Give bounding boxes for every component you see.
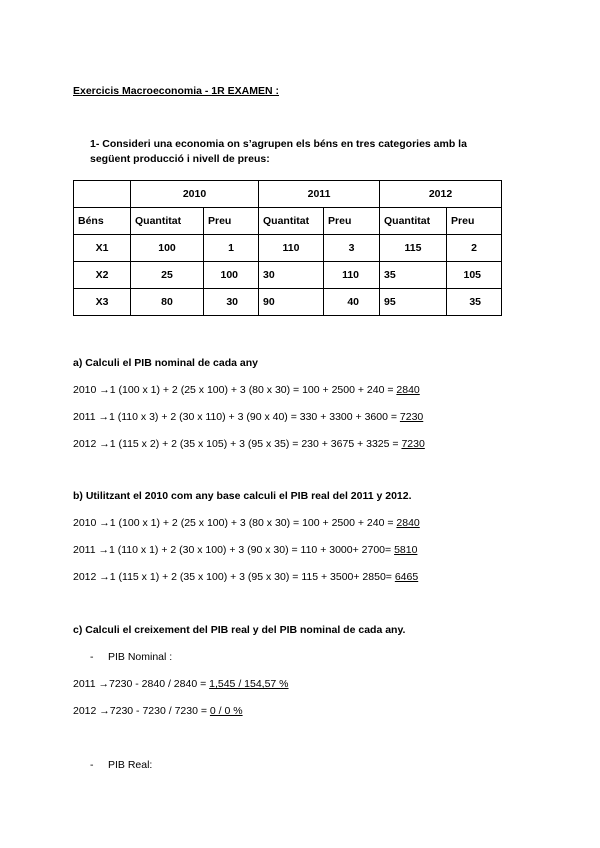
bullet-dash: - <box>90 759 94 771</box>
calc-line <box>73 438 425 450</box>
calc-text: 2012 →1 (115 x 2) + 2 (35 x 105) + 3 (95 x 35) = 230 + 3675 + 3325 = <box>73 438 402 450</box>
table-cell: 30 <box>204 289 259 316</box>
calc-text: 2012 →1 (115 x 1) + 2 (35 x 100) + 3 (95 x 30) = 115 + 3500+ 2850= <box>73 571 395 583</box>
calc-text: 2012 →7230 - 7230 / 7230 = <box>73 705 210 717</box>
section-a-heading: a) Calculi el PIB nominal de cada any <box>73 357 258 369</box>
column-header-quantitat: Quantitat <box>380 208 447 235</box>
table-corner-cell <box>74 181 131 208</box>
table-cell: 115 <box>380 235 447 262</box>
table-cell: 100 <box>204 262 259 289</box>
calc-line <box>73 517 420 529</box>
table-cell: 1 <box>204 235 259 262</box>
bullet-pib-nominal: PIB Nominal : <box>108 651 173 663</box>
table-cell: 110 <box>259 235 324 262</box>
intro-line-2: següent producció i nivell de preus: <box>90 153 270 165</box>
calc-result: 7230 <box>399 411 424 423</box>
section-c-heading: c) Calculi el creixement del PIB real y del PIB nominal de cada any. <box>73 624 406 636</box>
calc-result: 1,545 / 154,57 % <box>209 678 289 690</box>
column-header-bens: Béns <box>74 208 131 235</box>
table-row <box>74 235 502 262</box>
document-title: Exercicis Macroeconomia - 1R EXAMEN : <box>73 85 279 97</box>
calc-line <box>73 544 417 556</box>
column-header-quantitat: Quantitat <box>131 208 204 235</box>
calc-result: 6465 <box>394 571 419 583</box>
calc-result: 2840 <box>396 517 420 529</box>
table-cell: 105 <box>447 262 502 289</box>
calc-text: 2011 →7230 - 2840 / 2840 = <box>73 678 210 690</box>
calc-line <box>73 411 423 423</box>
production-price-table <box>73 180 502 316</box>
table-cell: 40 <box>324 289 380 316</box>
table-row <box>74 208 502 235</box>
calc-line <box>73 384 420 396</box>
row-label: X1 <box>74 235 131 262</box>
column-header-quantitat: Quantitat <box>259 208 324 235</box>
table-cell: 25 <box>131 262 204 289</box>
calc-result: 7230 <box>401 438 425 450</box>
table-cell: 30 <box>259 262 324 289</box>
table-row <box>74 289 502 316</box>
table-cell: 2 <box>447 235 502 262</box>
table-cell: 3 <box>324 235 380 262</box>
year-header-2012: 2012 <box>380 181 502 208</box>
row-label: X2 <box>74 262 131 289</box>
calc-text: 2010 →1 (100 x 1) + 2 (25 x 100) + 3 (80 x 30) = 100 + 2500 + 240 = <box>73 517 397 529</box>
year-header-2010: 2010 <box>131 181 259 208</box>
table-cell: 35 <box>380 262 447 289</box>
section-b-heading: b) Utilitzant el 2010 com any base calculi el PIB real del 2011 y 2012. <box>73 490 412 502</box>
calc-text: 2011 →1 (110 x 1) + 2 (30 x 100) + 3 (90 x 30) = 110 + 3000+ 2700= <box>73 544 395 556</box>
calc-result: 5810 <box>394 544 418 556</box>
calc-text: 2010 →1 (100 x 1) + 2 (25 x 100) + 3 (80 x 30) = 100 + 2500 + 240 = <box>73 384 397 396</box>
table-cell: 110 <box>324 262 380 289</box>
column-header-preu: Preu <box>447 208 502 235</box>
table-cell: 80 <box>131 289 204 316</box>
table-cell: 35 <box>447 289 502 316</box>
calc-line <box>73 705 243 717</box>
column-header-preu: Preu <box>204 208 259 235</box>
calc-result: 2840 <box>396 384 420 396</box>
calc-line <box>73 571 418 583</box>
calc-result: 0 / 0 % <box>209 705 243 717</box>
table-cell: 95 <box>380 289 447 316</box>
calc-line <box>73 678 289 690</box>
calc-text: 2011 →1 (110 x 3) + 2 (30 x 110) + 3 (90 x 40) = 330 + 3300 + 3600 = <box>73 411 400 423</box>
row-label: X3 <box>74 289 131 316</box>
table-row <box>74 181 502 208</box>
column-header-preu: Preu <box>324 208 380 235</box>
table-row <box>74 262 502 289</box>
table-cell: 90 <box>259 289 324 316</box>
intro-line-1: 1- Consideri una economia on s’agrupen els béns en tres categories amb la <box>90 138 467 150</box>
table-cell: 100 <box>131 235 204 262</box>
year-header-2011: 2011 <box>259 181 380 208</box>
bullet-pib-real: PIB Real: <box>108 759 153 771</box>
bullet-dash: - <box>90 651 94 663</box>
